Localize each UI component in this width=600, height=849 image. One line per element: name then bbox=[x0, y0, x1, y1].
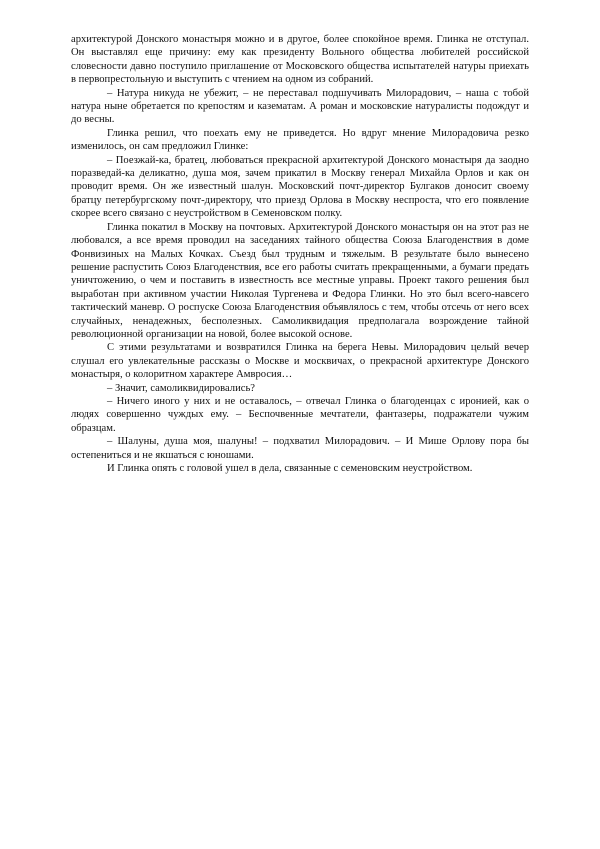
paragraph: архитектурой Донского монастыря можно и в другое, более спокойное время. Глинка не отступал. Он выставлял еще причину: ему как президенту Вольного общества любителей российской словесности давно поступило приглашение от Московского общества испытателей натуры приехать в первопрестольную и выступить с чтением на одном из собраний. bbox=[71, 34, 529, 86]
paragraph: Глинка покатил в Москву на почтовых. Архитектурой Донского монастыря он на этот раз не любовался, а все время проводил на заседаниях тайного общества Союза Благоденствия в доме Фонвизиных на Малых Кочках. Съезд был трудным и тяжелым. В результате было вынесено решение распустить Союз Благоденствия, все его работы считать прекращенными, а бумаги предать уничтожению, о чем и поставить в известность все местные управы. Проект такого решения был выработан при активном участии Николая Тургенева и Федора Глинки. Но это был всего-навсего тактический маневр. О роспуске Союза Благоденствия объявлялось с тем, чтобы отсечь от него всех случайных, ненадежных, бесполезных. Самоликвидация предполагала возрождение тайной революционной организации на новой, более высокой основе. bbox=[71, 221, 529, 340]
paragraph: С этими результатами и возвратился Глинка на берега Невы. Милорадович целый вечер слушал его увлекательные рассказы о Москве и москвичах, о прекрасной архитектуре Донского монастыря, о колоритном характере Амвросия… bbox=[71, 342, 529, 381]
paragraph: – Ничего иного у них и не оставалось, – отвечал Глинка о благоденцах с иронией, как о людях совершенно чуждых ему. – Беспочвенные мечтатели, фантазеры, подражатели чужим образцам. bbox=[71, 395, 529, 434]
paragraph: – Поезжай-ка, братец, любоваться прекрасной архитектурой Донского монастыря да заодно поразведай-ка деликатно, душа моя, зачем прикатил в Москву генерал Михайла Орлов и как он проводит время. Он же известный шалун. Московский почт-директор Булгаков доносит своему братцу петербургскому почт-директору, что приезд Орлова в Москву неспроста, что его появление скорее всего связано с неустройством в Семеновском полку. bbox=[71, 154, 529, 220]
paragraph: – Натура никуда не убежит, – не переставал подшучивать Милорадович, – наша с тобой натура ныне обретается по крепостям и казематам. А роман и московские натуралисты подождут и до весны. bbox=[71, 87, 529, 126]
paragraph: Глинка решил, что поехать ему не приведется. Но вдруг мнение Милорадовича резко изменилось, он сам предложил Глинке: bbox=[71, 127, 529, 153]
document-page bbox=[71, 33, 529, 475]
paragraph: – Значит, самоликвидировались? bbox=[107, 382, 255, 394]
paragraph: – Шалуны, душа моя, шалуны! – подхватил Милорадович. – И Мише Орлову пора бы остепениться и не якшаться с юношами. bbox=[71, 436, 529, 461]
paragraph: И Глинка опять с головой ушел в дела, связанные с семеновским неустройством. bbox=[107, 463, 473, 474]
